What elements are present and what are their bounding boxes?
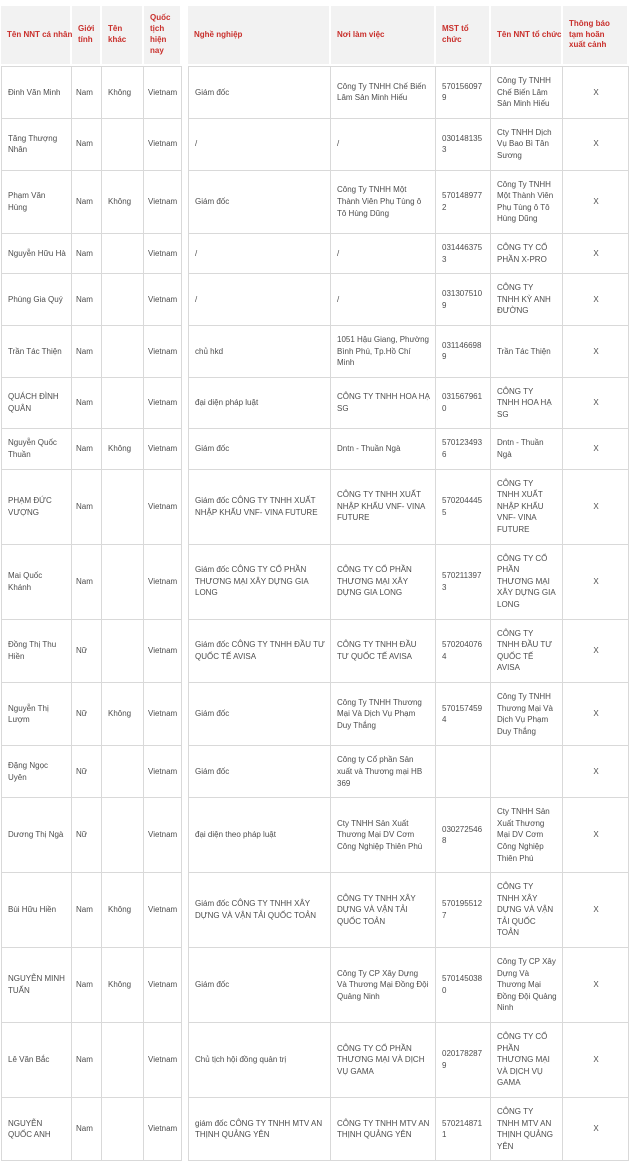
cell-gioi-tinh: Nam [72, 326, 102, 378]
cell-ten-nnt-to-chuc: Trần Tác Thiện [491, 326, 563, 378]
cell-quoc-tich-hien-nay: Vietnam [144, 683, 182, 746]
cell-ten-nnt-to-chuc: Cty TNHH Sản Xuất Thương Mại DV Cơm Công Nghiệp Thiên Phú [491, 798, 563, 873]
col-header-noi-lam-viec: Nơi làm việc [331, 6, 436, 66]
cell-thong-bao-tam-hoan-xuat-canh: X [563, 948, 629, 1023]
cell-nghe-nghiep: Giám đốc [188, 171, 331, 234]
cell-mst-to-chuc: 5702040764 [436, 620, 491, 683]
cell-noi-lam-viec: Dntn - Thuần Ngà [331, 429, 436, 469]
cell-ten-khac [102, 1098, 144, 1161]
cell-gioi-tinh: Nam [72, 1098, 102, 1161]
cell-mst-to-chuc: 5702148711 [436, 1098, 491, 1161]
cell-ten-nnt-ca-nhan: Đinh Văn Minh [1, 66, 72, 119]
cell-mst-to-chuc: 0313075109 [436, 274, 491, 326]
cell-gioi-tinh: Nam [72, 274, 102, 326]
cell-quoc-tich-hien-nay: Vietnam [144, 545, 182, 620]
table-row [1, 234, 629, 274]
table-row [1, 274, 629, 326]
cell-ten-nnt-ca-nhan: Lê Văn Bắc [1, 1023, 72, 1098]
cell-ten-nnt-to-chuc: CÔNG TY TNHH XUẤT NHẬP KHẨU VNF- VINA FUTURE [491, 470, 563, 545]
cell-nghe-nghiep: Giám đốc [188, 429, 331, 469]
cell-quoc-tich-hien-nay: Vietnam [144, 948, 182, 1023]
cell-ten-nnt-to-chuc: Công Ty TNHH Một Thành Viên Phụ Tùng ô Tô Hùng Dũng [491, 171, 563, 234]
cell-quoc-tich-hien-nay: Vietnam [144, 66, 182, 119]
cell-nghe-nghiep: đại diện theo pháp luật [188, 798, 331, 873]
cell-ten-nnt-ca-nhan: Đồng Thị Thu Hiền [1, 620, 72, 683]
cell-ten-khac [102, 378, 144, 430]
cell-noi-lam-viec: CÔNG TY TNHH XÂY DỰNG VÀ VẬN TẢI QUỐC TOẢN [331, 873, 436, 948]
cell-gioi-tinh: Nữ [72, 683, 102, 746]
cell-gioi-tinh: Nữ [72, 746, 102, 798]
table-row [1, 545, 629, 620]
cell-ten-khac [102, 274, 144, 326]
cell-nghe-nghiep: Giám đốc CÔNG TY TNHH XÂY DỰNG VÀ VẬN TẢI QUỐC TOẢN [188, 873, 331, 948]
cell-ten-nnt-ca-nhan: Bùi Hữu Hiền [1, 873, 72, 948]
cell-mst-to-chuc: 0311466989 [436, 326, 491, 378]
col-header-ten-khac: Tên khác [102, 6, 144, 66]
cell-gioi-tinh: Nam [72, 234, 102, 274]
cell-mst-to-chuc: 0315679610 [436, 378, 491, 430]
cell-ten-nnt-ca-nhan: Đặng Ngọc Uyên [1, 746, 72, 798]
cell-ten-nnt-ca-nhan: Nguyễn Quốc Thuần [1, 429, 72, 469]
table-row [1, 429, 629, 469]
cell-thong-bao-tam-hoan-xuat-canh: X [563, 746, 629, 798]
cell-thong-bao-tam-hoan-xuat-canh: X [563, 620, 629, 683]
cell-noi-lam-viec: CÔNG TY TNHH MTV AN THỊNH QUẢNG YÊN [331, 1098, 436, 1161]
cell-mst-to-chuc: 5702044455 [436, 470, 491, 545]
col-header-mst-to-chuc: MST tổ chức [436, 6, 491, 66]
cell-quoc-tich-hien-nay: Vietnam [144, 1023, 182, 1098]
table-row [1, 873, 629, 948]
cell-quoc-tich-hien-nay: Vietnam [144, 798, 182, 873]
cell-mst-to-chuc: 0314463753 [436, 234, 491, 274]
cell-ten-nnt-to-chuc: Dntn - Thuần Ngà [491, 429, 563, 469]
col-header-ten-nnt-ca-nhan: Tên NNT cá nhân [1, 6, 72, 66]
cell-ten-khac: Không [102, 948, 144, 1023]
table-row [1, 1098, 629, 1161]
cell-nghe-nghiep: / [188, 234, 331, 274]
cell-ten-khac [102, 119, 144, 171]
col-header-quoc-tich-hien-nay: Quốc tịch hiện nay [144, 6, 182, 66]
col-header-thong-bao-tam-hoan-xuat-canh: Thông báo tạm hoãn xuất cảnh [563, 6, 629, 66]
cell-gioi-tinh: Nam [72, 171, 102, 234]
table-row [1, 798, 629, 873]
cell-ten-nnt-ca-nhan: NGUYỄN QUỐC ANH [1, 1098, 72, 1161]
cell-mst-to-chuc: 5702113973 [436, 545, 491, 620]
cell-gioi-tinh: Nam [72, 545, 102, 620]
cell-quoc-tich-hien-nay: Vietnam [144, 119, 182, 171]
cell-quoc-tich-hien-nay: Vietnam [144, 378, 182, 430]
cell-thong-bao-tam-hoan-xuat-canh: X [563, 1023, 629, 1098]
cell-mst-to-chuc: 0301481353 [436, 119, 491, 171]
cell-thong-bao-tam-hoan-xuat-canh: X [563, 171, 629, 234]
cell-ten-nnt-ca-nhan: Mai Quốc Khánh [1, 545, 72, 620]
cell-ten-nnt-to-chuc: CÔNG TY TNHH HOA HẠ SG [491, 378, 563, 430]
cell-ten-khac [102, 798, 144, 873]
cell-ten-khac [102, 545, 144, 620]
cell-gioi-tinh: Nam [72, 948, 102, 1023]
cell-thong-bao-tam-hoan-xuat-canh: X [563, 798, 629, 873]
cell-ten-khac: Không [102, 873, 144, 948]
cell-nghe-nghiep: đại diện pháp luật [188, 378, 331, 430]
cell-ten-nnt-to-chuc: CÔNG TY CỔ PHẦN THƯƠNG MẠI XÂY DỰNG GIA LONG [491, 545, 563, 620]
cell-nghe-nghiep: Giám đốc [188, 683, 331, 746]
cell-ten-khac [102, 620, 144, 683]
cell-thong-bao-tam-hoan-xuat-canh: X [563, 873, 629, 948]
cell-thong-bao-tam-hoan-xuat-canh: X [563, 470, 629, 545]
cell-ten-nnt-to-chuc: CÔNG TY TNHH XÂY DỰNG VÀ VẬN TẢI QUỐC TOẢN [491, 873, 563, 948]
cell-ten-nnt-to-chuc: Công Ty CP Xây Dựng Và Thương Mại Đồng Đội Quảng Ninh [491, 948, 563, 1023]
cell-gioi-tinh: Nữ [72, 620, 102, 683]
cell-noi-lam-viec: Công ty Cổ phần Sản xuất và Thương mại HB 369 [331, 746, 436, 798]
cell-quoc-tich-hien-nay: Vietnam [144, 234, 182, 274]
cell-thong-bao-tam-hoan-xuat-canh: X [563, 66, 629, 119]
cell-thong-bao-tam-hoan-xuat-canh: X [563, 683, 629, 746]
cell-quoc-tich-hien-nay: Vietnam [144, 171, 182, 234]
cell-thong-bao-tam-hoan-xuat-canh: X [563, 545, 629, 620]
table-row [1, 66, 629, 119]
cell-nghe-nghiep: Giám đốc [188, 746, 331, 798]
cell-ten-nnt-ca-nhan: Nguyễn Thị Lượm [1, 683, 72, 746]
cell-thong-bao-tam-hoan-xuat-canh: X [563, 429, 629, 469]
cell-thong-bao-tam-hoan-xuat-canh: X [563, 274, 629, 326]
cell-noi-lam-viec: / [331, 119, 436, 171]
cell-ten-nnt-to-chuc: Công Ty TNHH Thương Mại Và Dịch Vụ Phạm Duy Thắng [491, 683, 563, 746]
cell-gioi-tinh: Nam [72, 378, 102, 430]
cell-noi-lam-viec: Công Ty TNHH Chế Biến Lâm Sản Minh Hiếu [331, 66, 436, 119]
cell-ten-nnt-ca-nhan: Tăng Thượng Nhân [1, 119, 72, 171]
cell-mst-to-chuc: 0302725468 [436, 798, 491, 873]
cell-noi-lam-viec: CÔNG TY CỔ PHẦN THƯƠNG MẠI VÀ DỊCH VỤ GAMA [331, 1023, 436, 1098]
cell-noi-lam-viec: Công Ty TNHH Thương Mại Và Dịch Vụ Phạm Duy Thắng [331, 683, 436, 746]
table-row [1, 119, 629, 171]
cell-noi-lam-viec: / [331, 274, 436, 326]
col-header-ten-nnt-to-chuc: Tên NNT tổ chức [491, 6, 563, 66]
cell-thong-bao-tam-hoan-xuat-canh: X [563, 234, 629, 274]
cell-mst-to-chuc: 5701574594 [436, 683, 491, 746]
cell-quoc-tich-hien-nay: Vietnam [144, 274, 182, 326]
cell-noi-lam-viec: / [331, 234, 436, 274]
cell-ten-nnt-ca-nhan: Dương Thị Ngà [1, 798, 72, 873]
cell-ten-nnt-ca-nhan: PHẠM ĐỨC VƯỢNG [1, 470, 72, 545]
cell-nghe-nghiep: giám đốc CÔNG TY TNHH MTV AN THỊNH QUẢNG YÊN [188, 1098, 331, 1161]
cell-ten-nnt-ca-nhan: Phùng Gia Quý [1, 274, 72, 326]
cell-mst-to-chuc: 5701450380 [436, 948, 491, 1023]
cell-quoc-tich-hien-nay: Vietnam [144, 746, 182, 798]
cell-noi-lam-viec: Cty TNHH Sản Xuất Thương Mại DV Cơm Công Nghiệp Thiên Phú [331, 798, 436, 873]
cell-quoc-tich-hien-nay: Vietnam [144, 1098, 182, 1161]
cell-ten-khac: Không [102, 171, 144, 234]
cell-thong-bao-tam-hoan-xuat-canh: X [563, 1098, 629, 1161]
taxpayer-table [1, 6, 629, 1161]
header-row [1, 6, 629, 66]
cell-thong-bao-tam-hoan-xuat-canh: X [563, 326, 629, 378]
cell-ten-nnt-ca-nhan: Nguyễn Hữu Hà [1, 234, 72, 274]
cell-nghe-nghiep: Giám đốc CÔNG TY CỔ PHẦN THƯƠNG MẠI XÂY DỰNG GIA LONG [188, 545, 331, 620]
cell-noi-lam-viec: CÔNG TY TNHH ĐẦU TƯ QUỐC TẾ AVISA [331, 620, 436, 683]
cell-ten-khac [102, 470, 144, 545]
cell-gioi-tinh: Nam [72, 1023, 102, 1098]
col-header-gioi-tinh: Giới tính [72, 6, 102, 66]
cell-ten-nnt-to-chuc: CÔNG TY CỔ PHẦN THƯƠNG MẠI VÀ DỊCH VỤ GAMA [491, 1023, 563, 1098]
cell-nghe-nghiep: / [188, 119, 331, 171]
cell-gioi-tinh: Nam [72, 873, 102, 948]
taxpayer-exit-suspension-page [0, 6, 640, 1151]
cell-quoc-tich-hien-nay: Vietnam [144, 326, 182, 378]
cell-nghe-nghiep: chủ hkd [188, 326, 331, 378]
table-row [1, 683, 629, 746]
cell-nghe-nghiep: Giám đốc CÔNG TY TNHH ĐẦU TƯ QUỐC TẾ AVISA [188, 620, 331, 683]
cell-gioi-tinh: Nữ [72, 798, 102, 873]
cell-mst-to-chuc: 5701560979 [436, 66, 491, 119]
cell-gioi-tinh: Nam [72, 470, 102, 545]
cell-ten-khac [102, 1023, 144, 1098]
cell-ten-nnt-to-chuc: CÔNG TY CỔ PHẦN X-PRO [491, 234, 563, 274]
cell-mst-to-chuc [436, 746, 491, 798]
cell-ten-khac: Không [102, 66, 144, 119]
cell-noi-lam-viec: CÔNG TY TNHH HOA HẠ SG [331, 378, 436, 430]
table-row [1, 378, 629, 430]
table-row [1, 746, 629, 798]
cell-ten-nnt-to-chuc: CÔNG TY TNHH ĐẦU TƯ QUỐC TẾ AVISA [491, 620, 563, 683]
cell-mst-to-chuc: 5701489772 [436, 171, 491, 234]
cell-ten-khac: Không [102, 429, 144, 469]
cell-mst-to-chuc: 0201782879 [436, 1023, 491, 1098]
cell-gioi-tinh: Nam [72, 429, 102, 469]
cell-noi-lam-viec: Công Ty TNHH Một Thành Viên Phụ Tùng ô Tô Hùng Dũng [331, 171, 436, 234]
cell-gioi-tinh: Nam [72, 66, 102, 119]
cell-mst-to-chuc: 5701955127 [436, 873, 491, 948]
cell-ten-nnt-to-chuc: CÔNG TY TNHH KỲ ANH ĐƯỜNG [491, 274, 563, 326]
cell-quoc-tich-hien-nay: Vietnam [144, 873, 182, 948]
table-body [1, 66, 629, 1161]
cell-ten-nnt-to-chuc [491, 746, 563, 798]
cell-nghe-nghiep: / [188, 274, 331, 326]
cell-ten-nnt-ca-nhan: Trần Tác Thiện [1, 326, 72, 378]
cell-ten-khac [102, 234, 144, 274]
cell-noi-lam-viec: CÔNG TY TNHH XUẤT NHẬP KHẨU VNF- VINA FUTURE [331, 470, 436, 545]
col-header-nghe-nghiep: Nghề nghiệp [188, 6, 331, 66]
table-row [1, 470, 629, 545]
table-row [1, 1023, 629, 1098]
table-row [1, 326, 629, 378]
cell-ten-nnt-to-chuc: Cty TNHH Dịch Vụ Bao Bì Tân Sương [491, 119, 563, 171]
cell-gioi-tinh: Nam [72, 119, 102, 171]
cell-quoc-tich-hien-nay: Vietnam [144, 620, 182, 683]
cell-nghe-nghiep: Giám đốc [188, 948, 331, 1023]
cell-quoc-tich-hien-nay: Vietnam [144, 470, 182, 545]
cell-ten-nnt-ca-nhan: QUÁCH ĐÌNH QUÂN [1, 378, 72, 430]
cell-ten-khac [102, 746, 144, 798]
cell-nghe-nghiep: Chủ tịch hội đồng quản trị [188, 1023, 331, 1098]
cell-nghe-nghiep: Giám đốc [188, 66, 331, 119]
table-header [1, 6, 629, 66]
table-row [1, 171, 629, 234]
cell-thong-bao-tam-hoan-xuat-canh: X [563, 378, 629, 430]
table-row [1, 948, 629, 1023]
cell-thong-bao-tam-hoan-xuat-canh: X [563, 119, 629, 171]
cell-noi-lam-viec: 1051 Hậu Giang, Phường Bình Phú, Tp.Hồ Chí Minh [331, 326, 436, 378]
table-row [1, 620, 629, 683]
cell-nghe-nghiep: Giám đốc CÔNG TY TNHH XUẤT NHẬP KHẨU VNF- VINA FUTURE [188, 470, 331, 545]
cell-ten-nnt-to-chuc: Công Ty TNHH Chế Biến Lâm Sản Minh Hiếu [491, 66, 563, 119]
cell-ten-khac [102, 326, 144, 378]
cell-mst-to-chuc: 5701234936 [436, 429, 491, 469]
cell-quoc-tich-hien-nay: Vietnam [144, 429, 182, 469]
cell-ten-nnt-ca-nhan: Phạm Văn Hùng [1, 171, 72, 234]
cell-noi-lam-viec: Công Ty CP Xây Dựng Và Thương Mại Đồng Đội Quảng Ninh [331, 948, 436, 1023]
cell-noi-lam-viec: CÔNG TY CỔ PHẦN THƯƠNG MẠI XÂY DỰNG GIA LONG [331, 545, 436, 620]
cell-ten-nnt-ca-nhan: NGUYỄN MINH TUẤN [1, 948, 72, 1023]
cell-ten-nnt-to-chuc: CÔNG TY TNHH MTV AN THỊNH QUẢNG YÊN [491, 1098, 563, 1161]
cell-ten-khac: Không [102, 683, 144, 746]
